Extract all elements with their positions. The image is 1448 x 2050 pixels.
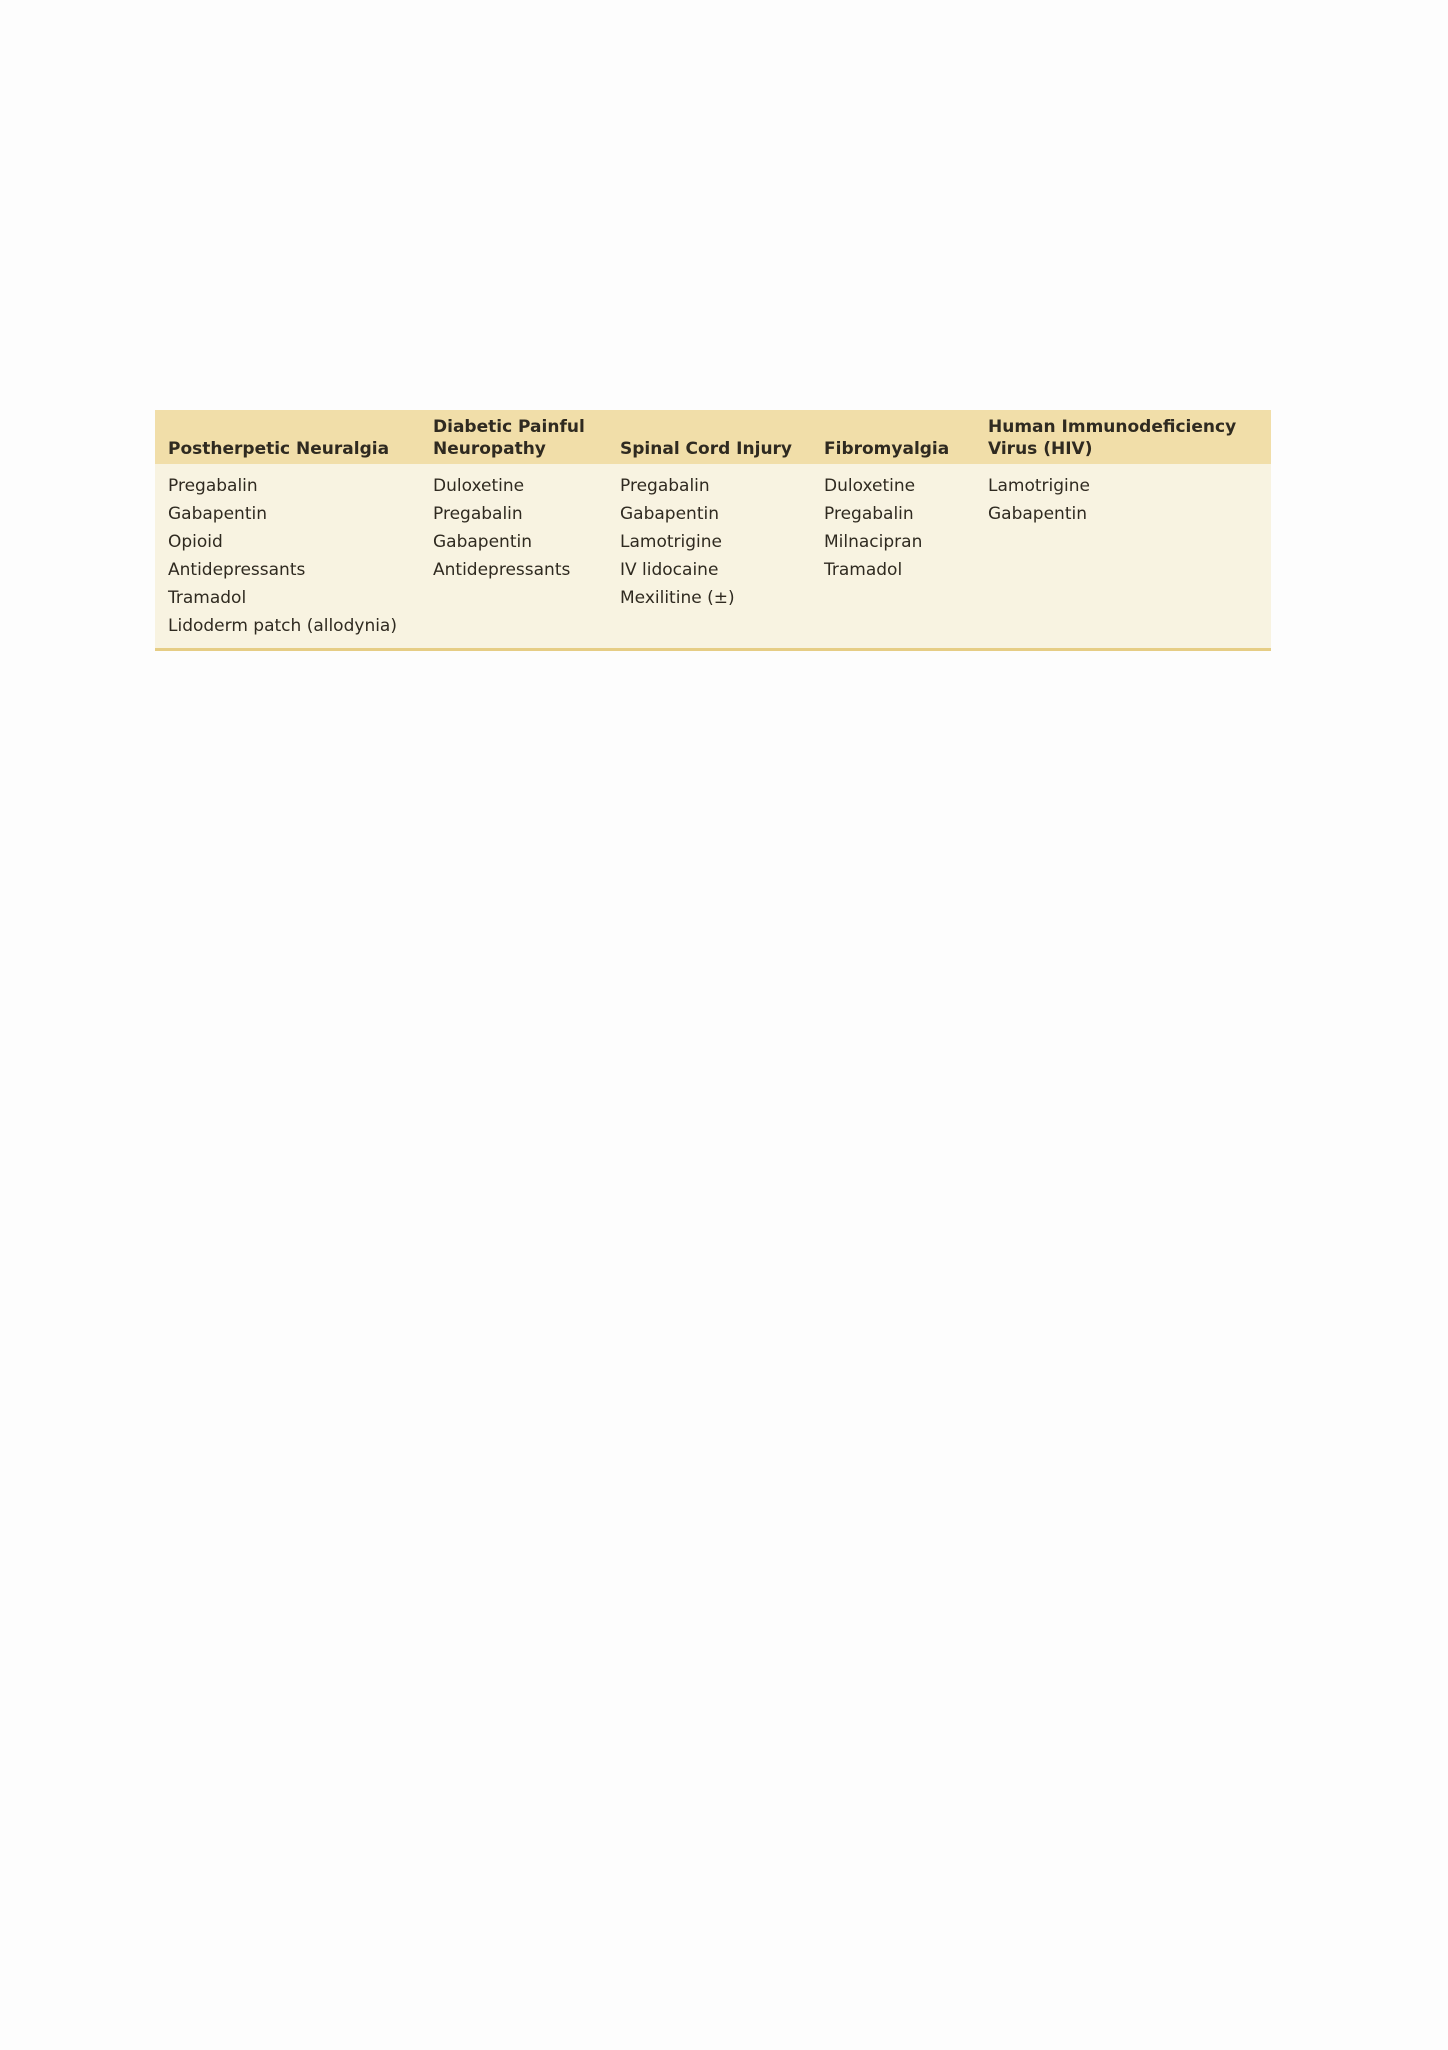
header-spinal-cord-injury: Spinal Cord Injury xyxy=(620,439,793,459)
header-fibromyalgia: Fibromyalgia xyxy=(824,439,950,459)
column-spinal-cord-injury xyxy=(607,472,811,640)
table-cell: Duloxetine xyxy=(824,476,916,496)
table-cell: Tramadol xyxy=(824,560,903,580)
column-diabetic-painful-neuropathy xyxy=(420,472,607,640)
header-diabetic-painful-neuropathy: Diabetic Painful Neuropathy xyxy=(433,417,585,459)
header-hiv: Human Immunodeficiency Virus (HIV) xyxy=(988,417,1237,459)
column-fibromyalgia xyxy=(811,472,975,640)
table-cell: Lamotrigine xyxy=(988,476,1090,496)
table-cell: Lidoderm patch (allodynia) xyxy=(168,616,397,636)
table-cell: Opioid xyxy=(168,532,223,552)
table-header-row xyxy=(155,410,1271,464)
table-cell: Gabapentin xyxy=(433,532,532,552)
header-postherpetic-neuralgia: Postherpetic Neuralgia xyxy=(168,439,390,459)
table-cell: Duloxetine xyxy=(433,476,525,496)
table-cell: Gabapentin xyxy=(620,504,719,524)
table-cell: Pregabalin xyxy=(433,504,523,524)
table-cell: Antidepressants xyxy=(433,560,571,580)
table-cell: IV lidocaine xyxy=(620,560,719,580)
table-cell: Antidepressants xyxy=(168,560,306,580)
column-hiv xyxy=(975,472,1271,640)
table-cell: Milnacipran xyxy=(824,532,923,552)
table-cell: Gabapentin xyxy=(168,504,267,524)
table-cell: Gabapentin xyxy=(988,504,1087,524)
table-body xyxy=(155,464,1271,648)
table-cell: Mexilitine (±) xyxy=(620,588,735,608)
drug-table xyxy=(155,410,1271,651)
table-cell: Pregabalin xyxy=(620,476,710,496)
table-cell: Pregabalin xyxy=(168,476,258,496)
column-postherpetic-neuralgia xyxy=(155,472,420,640)
table-cell: Lamotrigine xyxy=(620,532,722,552)
table-cell: Tramadol xyxy=(168,588,247,608)
table-cell: Pregabalin xyxy=(824,504,914,524)
